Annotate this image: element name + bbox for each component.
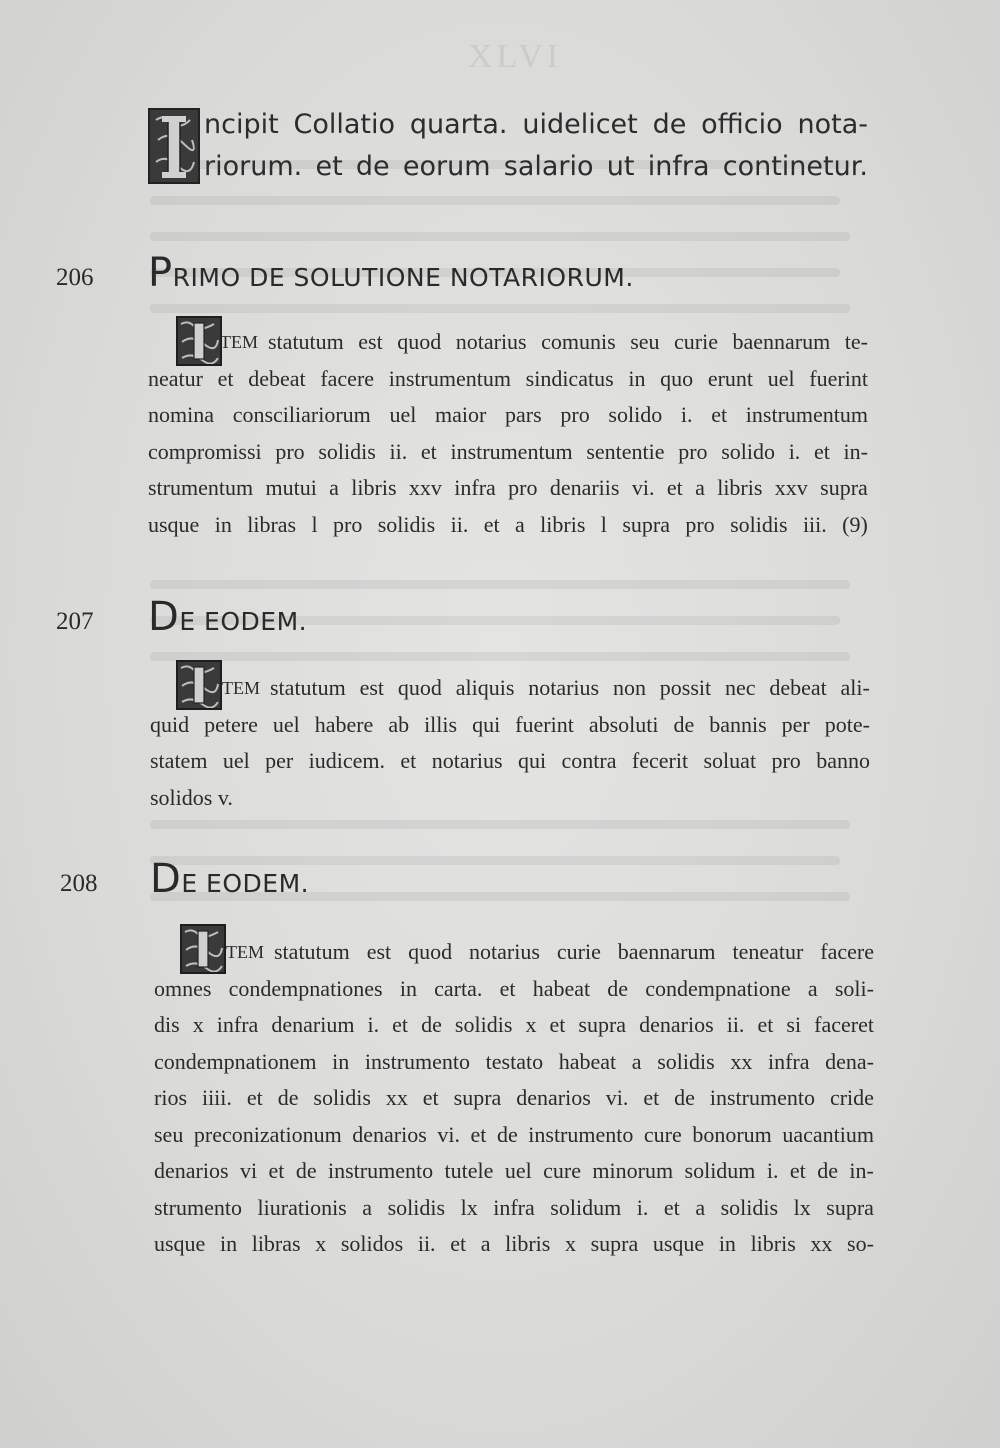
text-line xyxy=(154,1153,874,1190)
word: de xyxy=(652,109,687,140)
word: statem xyxy=(150,748,208,773)
word: qui xyxy=(472,711,501,737)
word: statutum xyxy=(268,329,344,354)
word: ncipit xyxy=(204,109,279,140)
word: pro xyxy=(560,402,590,427)
word: instrumento xyxy=(328,1158,434,1183)
word: liurationis xyxy=(257,1194,347,1220)
word: quod xyxy=(408,939,453,964)
word: so- xyxy=(847,1231,874,1256)
word: qui xyxy=(518,748,547,773)
word: et xyxy=(392,1012,409,1037)
word: instrumentum xyxy=(450,438,573,464)
word: x xyxy=(525,1012,537,1037)
word: Collatio xyxy=(293,109,396,140)
text-line xyxy=(154,1190,874,1227)
word: libras xyxy=(251,1231,301,1256)
text-line xyxy=(154,1044,874,1081)
word: iii. xyxy=(802,511,827,537)
word: in- xyxy=(843,438,868,464)
word: pro xyxy=(678,438,708,464)
word: et xyxy=(499,975,516,1001)
word: teneatur xyxy=(732,939,804,964)
word: pro xyxy=(685,511,715,537)
word: quid xyxy=(150,711,190,737)
word: solidis xyxy=(657,1048,715,1074)
heading-capital: D xyxy=(150,856,182,902)
word: in xyxy=(399,975,417,1001)
word: a xyxy=(695,475,705,500)
word: instrumentum xyxy=(388,365,511,391)
word: notarius xyxy=(455,329,527,354)
word: de xyxy=(496,1121,518,1147)
word: solido xyxy=(608,402,663,427)
word: quod xyxy=(397,329,442,354)
word: condempnatione xyxy=(645,975,791,1001)
word: a xyxy=(807,975,818,1001)
heading-text: E EODEM. xyxy=(179,607,308,636)
word: et xyxy=(711,402,728,427)
word: usque xyxy=(154,1231,206,1256)
word: notarius xyxy=(469,939,540,964)
word: a xyxy=(631,1048,642,1074)
intro-heading xyxy=(148,104,868,188)
word: rios xyxy=(154,1085,187,1110)
word: et xyxy=(246,1085,263,1110)
word: uel xyxy=(222,748,250,773)
word: tutele xyxy=(444,1158,494,1183)
word: i. xyxy=(766,1158,779,1183)
word: instrumento xyxy=(528,1121,634,1147)
intro-line-2 xyxy=(204,146,868,188)
word: solidos xyxy=(340,1231,404,1256)
word: cure xyxy=(543,1158,581,1183)
word: debeat xyxy=(769,675,827,700)
word: banno xyxy=(816,748,870,773)
section-heading xyxy=(150,856,309,902)
word: strumento xyxy=(154,1194,242,1220)
text-line xyxy=(150,707,870,744)
word: denarios xyxy=(516,1085,591,1110)
word: et xyxy=(549,1012,566,1037)
text-line xyxy=(154,1226,874,1263)
word: usque xyxy=(652,1231,705,1256)
word: a xyxy=(329,475,339,500)
word: ab xyxy=(388,711,410,737)
word: seu xyxy=(630,329,660,354)
word: fecerit xyxy=(631,748,689,773)
text-line xyxy=(154,1117,874,1154)
word: supra xyxy=(590,1231,639,1256)
word: in xyxy=(628,365,646,391)
word: denarium xyxy=(271,1012,355,1037)
word: xxv xyxy=(774,475,808,500)
word: a xyxy=(480,1231,491,1256)
word: quarta. xyxy=(409,109,508,140)
word: strumentum xyxy=(148,475,254,500)
word: in xyxy=(332,1048,350,1074)
word: maior xyxy=(435,402,487,427)
word: sententie xyxy=(586,438,665,464)
word: libris xyxy=(717,475,763,500)
section-number: 208 xyxy=(60,870,98,897)
word: bannis xyxy=(709,711,767,737)
word: a xyxy=(515,511,525,537)
word: solidis xyxy=(318,438,376,464)
word: fuerint xyxy=(809,365,868,391)
word: non xyxy=(612,675,646,700)
word: solidum xyxy=(684,1158,756,1183)
word: vi. xyxy=(605,1085,629,1110)
word: mutui xyxy=(265,475,317,500)
word: in xyxy=(718,1231,736,1256)
word: in- xyxy=(849,1158,874,1183)
word: solido xyxy=(721,438,776,464)
word: preconizationum xyxy=(193,1121,342,1147)
word: erunt xyxy=(707,365,754,391)
word: comunis xyxy=(541,329,616,354)
word: quod xyxy=(397,675,442,700)
word: de xyxy=(277,1085,299,1110)
word: curie xyxy=(556,939,601,964)
word: habere xyxy=(314,711,374,737)
lead-word: TEM xyxy=(222,678,260,698)
text-line xyxy=(154,971,874,1008)
word: denarios xyxy=(639,1012,714,1037)
word: (9) xyxy=(842,511,868,537)
word: solidis xyxy=(730,511,788,537)
word: instrumento xyxy=(364,1048,471,1074)
intro-line-1 xyxy=(204,104,868,146)
word: et xyxy=(813,438,830,464)
word: ii. xyxy=(417,1231,436,1256)
lead-word: TEM xyxy=(226,942,264,962)
word: in xyxy=(214,511,232,537)
word: denarios xyxy=(352,1121,427,1147)
word: petere xyxy=(204,711,258,737)
word: supra xyxy=(820,475,868,500)
word: dis xyxy=(154,1012,180,1037)
word: de xyxy=(673,711,695,737)
text-line xyxy=(148,470,868,507)
word: ali- xyxy=(840,675,870,700)
word: habeat xyxy=(558,1048,617,1074)
word: solidis xyxy=(387,1194,446,1220)
word: minorum xyxy=(592,1158,674,1183)
word: infra xyxy=(767,1048,810,1074)
word: uel xyxy=(272,711,300,737)
word: baennarum xyxy=(617,939,716,964)
word: statutum xyxy=(274,939,350,964)
word: cure xyxy=(643,1121,682,1147)
word: et xyxy=(217,365,234,391)
heading-text: E EODEM. xyxy=(181,869,310,898)
word: xx xyxy=(730,1048,753,1074)
word: est xyxy=(358,329,383,354)
word: libras xyxy=(247,511,297,537)
word: libris xyxy=(750,1231,796,1256)
word: de xyxy=(295,1158,317,1183)
word: et xyxy=(420,438,437,464)
word: faceret xyxy=(814,1012,874,1037)
word: vi xyxy=(239,1158,258,1183)
word: x xyxy=(564,1231,576,1256)
word: lx xyxy=(460,1194,478,1220)
word: ii. xyxy=(450,511,469,537)
word: i. xyxy=(680,402,693,427)
word: soluat xyxy=(703,748,757,773)
text-line xyxy=(150,743,870,780)
text-line xyxy=(148,507,868,544)
word: pro xyxy=(275,438,305,464)
word: et xyxy=(483,511,500,537)
word: pars xyxy=(505,402,542,427)
word: et xyxy=(666,475,683,500)
word: usque xyxy=(148,511,200,537)
word: supra xyxy=(578,1012,627,1037)
word: solidis xyxy=(377,511,436,537)
heading-text: RIMO DE SOLUTIONE NOTARIORUM. xyxy=(172,263,634,292)
section-number: 206 xyxy=(56,264,94,291)
word: cride xyxy=(829,1085,874,1110)
text-line xyxy=(148,397,868,434)
word: carta. xyxy=(434,975,483,1001)
word: et xyxy=(268,1158,285,1183)
word: soli- xyxy=(834,975,874,1001)
word: per xyxy=(265,748,294,773)
section-text xyxy=(154,934,874,1263)
word: infra xyxy=(454,475,496,500)
word: i. xyxy=(788,438,801,464)
word: uel xyxy=(767,365,795,391)
word: riorum. xyxy=(204,151,303,182)
word: est xyxy=(366,939,392,964)
word: solidis xyxy=(720,1194,779,1220)
word: possit xyxy=(659,675,712,700)
word: a xyxy=(695,1194,706,1220)
word: iudicem. xyxy=(308,748,386,773)
lead-word: TEM xyxy=(220,332,258,352)
word: debeat xyxy=(248,365,306,391)
word: salario xyxy=(503,151,594,182)
word: baennarum xyxy=(732,329,831,354)
word: libris xyxy=(540,511,586,537)
word: et xyxy=(400,748,417,773)
word: de xyxy=(355,151,390,182)
word: supra xyxy=(622,511,670,537)
word: nomina xyxy=(148,402,214,427)
section-text xyxy=(150,670,870,816)
word: ii. xyxy=(726,1012,745,1037)
text-line xyxy=(274,934,874,971)
word: de xyxy=(421,1012,442,1037)
word: et xyxy=(315,151,343,182)
word: xx xyxy=(385,1085,408,1110)
section-number: 207 xyxy=(56,608,94,635)
word: sindicatus xyxy=(525,365,614,391)
word: solidum xyxy=(550,1194,622,1220)
word: et xyxy=(422,1085,439,1110)
word: supra xyxy=(826,1194,874,1220)
word: testato xyxy=(485,1048,544,1074)
word: eorum xyxy=(402,151,491,182)
word: instrumento xyxy=(709,1085,815,1110)
word: infra xyxy=(647,151,710,182)
word: l xyxy=(311,511,318,537)
word: x xyxy=(315,1231,327,1256)
text-line xyxy=(154,1007,874,1044)
word: solidis xyxy=(454,1012,513,1037)
word: denariis xyxy=(549,475,620,500)
word: si xyxy=(786,1012,802,1037)
word: pro xyxy=(508,475,538,500)
word: uel xyxy=(389,402,417,427)
word: habeat xyxy=(532,975,591,1001)
heading-capital: P xyxy=(148,250,173,296)
word: iiii. xyxy=(201,1085,232,1110)
running-head: XLVI xyxy=(468,38,563,75)
word: et xyxy=(789,1158,806,1183)
word: compromissi xyxy=(148,438,262,464)
word: illis xyxy=(424,711,458,737)
word: quo xyxy=(660,365,694,391)
word: et xyxy=(663,1194,680,1220)
word: de xyxy=(674,1085,695,1110)
word: et xyxy=(470,1121,487,1147)
text-line xyxy=(270,670,870,707)
word: aliquis xyxy=(455,675,515,700)
word: curie xyxy=(674,329,718,354)
word: l xyxy=(600,511,607,537)
section-text xyxy=(148,324,868,543)
word: officio xyxy=(701,109,783,140)
word: nota- xyxy=(797,109,868,140)
text-line xyxy=(268,324,868,361)
word: et xyxy=(450,1231,467,1256)
word: de xyxy=(817,1158,838,1183)
word: fuerint xyxy=(515,711,574,737)
word: supra xyxy=(453,1085,502,1110)
word: solidis xyxy=(313,1085,371,1110)
word: infra xyxy=(493,1194,535,1220)
section-heading xyxy=(148,250,634,296)
word: consciliariorum xyxy=(232,402,371,427)
word: uel xyxy=(504,1158,532,1183)
word: et xyxy=(643,1085,660,1110)
word: vi. xyxy=(437,1121,460,1147)
word: nec xyxy=(724,675,756,700)
text-line xyxy=(148,361,868,398)
text-line xyxy=(154,1080,874,1117)
word: condempnationem xyxy=(154,1048,317,1074)
word: omnes xyxy=(154,975,212,1001)
word: ut xyxy=(606,151,635,182)
heading-capital: D xyxy=(148,594,180,640)
word: facere xyxy=(320,365,375,391)
word: lx xyxy=(793,1194,811,1220)
word: pro xyxy=(771,748,801,773)
word: xxv xyxy=(408,475,442,500)
word: i. xyxy=(636,1194,649,1220)
word: instrumentum xyxy=(745,402,868,427)
word: condempnationes xyxy=(228,975,383,1001)
word: notarius xyxy=(431,748,503,773)
word: contra xyxy=(561,748,617,773)
word: bonorum xyxy=(692,1121,772,1147)
word: infra xyxy=(216,1012,259,1037)
word: per xyxy=(781,711,810,737)
decorated-initial-icon xyxy=(148,108,200,184)
word: uidelicet xyxy=(522,109,638,140)
word: uacantium xyxy=(782,1121,874,1147)
word: xx xyxy=(810,1231,833,1256)
word: absoluti xyxy=(588,711,659,737)
section-heading xyxy=(148,594,307,640)
word: est xyxy=(359,675,385,700)
word: seu xyxy=(154,1121,184,1147)
word: libris xyxy=(351,475,397,500)
text-line: solidos v. xyxy=(150,784,233,810)
word: notarius xyxy=(528,675,600,700)
word: i. xyxy=(367,1012,380,1037)
word: vi. xyxy=(631,475,655,500)
word: pro xyxy=(333,511,363,537)
word: neatur xyxy=(148,365,203,391)
word: de xyxy=(607,975,629,1001)
word: ii. xyxy=(389,438,408,464)
word: libris xyxy=(505,1231,551,1256)
word: statutum xyxy=(270,675,346,700)
word: in xyxy=(219,1231,238,1256)
word: facere xyxy=(820,939,874,964)
word: pote- xyxy=(824,711,870,737)
text-line xyxy=(148,434,868,471)
word: denarios xyxy=(154,1158,229,1183)
word: x xyxy=(192,1012,204,1037)
word: continetur. xyxy=(722,151,868,182)
word: a xyxy=(362,1194,373,1220)
word: dena- xyxy=(825,1048,874,1074)
word: te- xyxy=(844,329,868,354)
word: et xyxy=(757,1012,774,1037)
